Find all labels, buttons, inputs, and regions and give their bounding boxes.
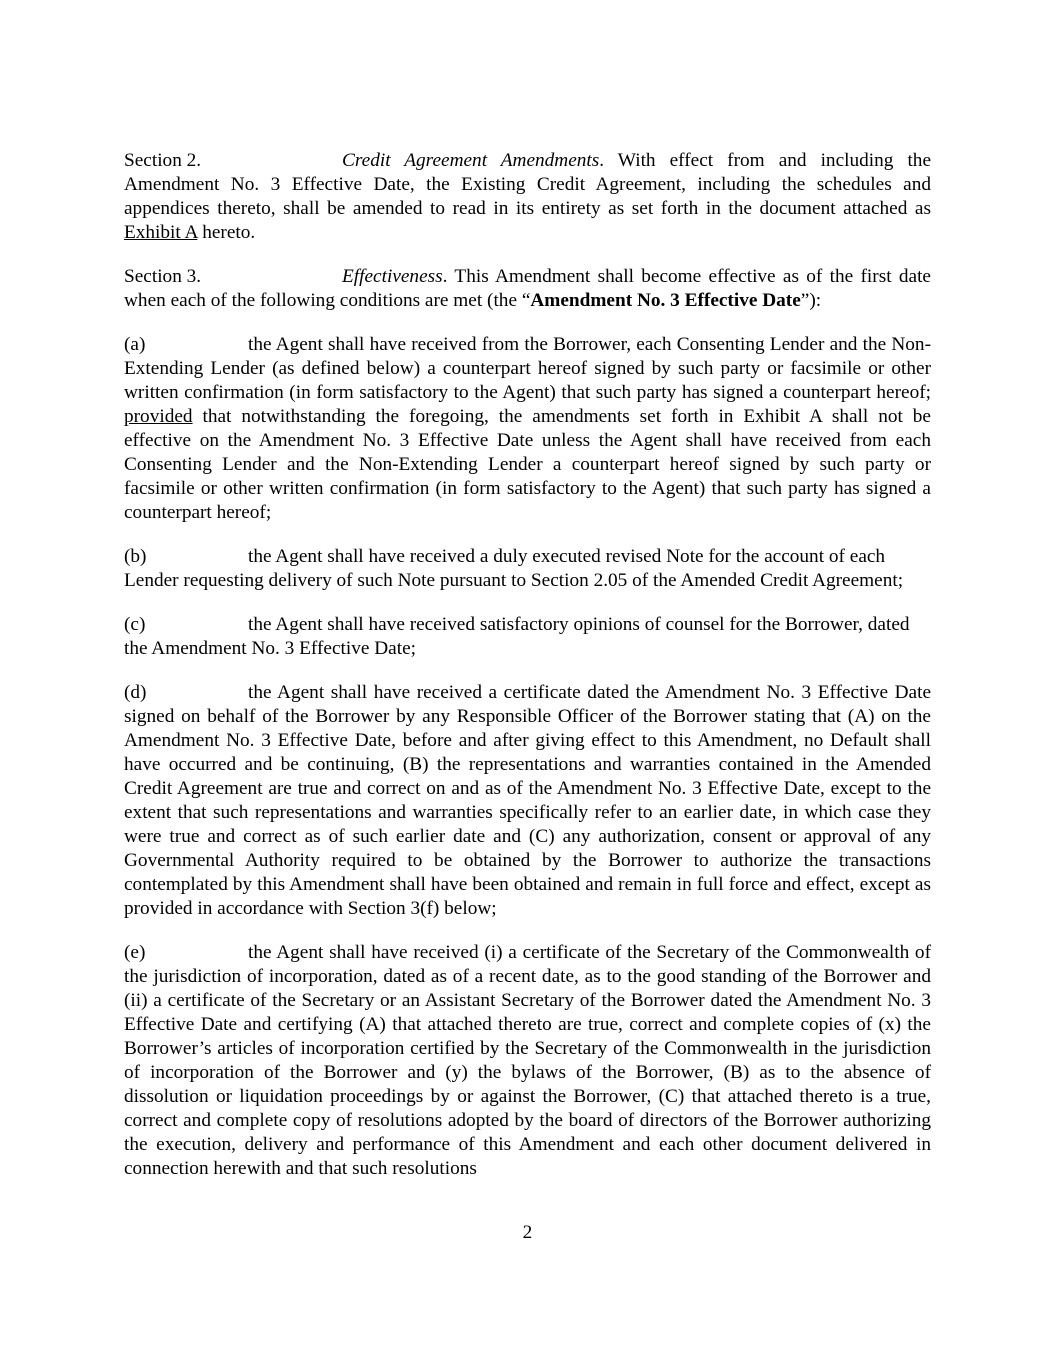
section-2-text-end: hereto. (197, 222, 256, 243)
page-number: 2 (522, 1222, 533, 1243)
clause-d-paragraph (124, 681, 931, 921)
clause-e-enum: (e) (124, 942, 146, 963)
section-3-heading: Effectiveness (342, 266, 443, 287)
clause-e-text: the Agent shall have received (i) a certificate of the Secretary of the Commonwealth of the jurisdiction of incorporation, dated as of a recent date, as to the good standing of the Borrower and (ii) a certificate of the Secretary or an Assistant Secretary of the Borrower dated the Amendment No. 3 Effective Date and certifying (A) that attached thereto are true, correct and complete copies of (x) the Borrower’s articles of incorporation certified by the Secretary of the Commonwealth in the jurisdiction of incorporation of the Borrower and (y) the bylaws of the Borrower, (B) as to the absence of dissolution or liquidation proceedings by or against the Borrower, (C) that attached thereto is a true, correct and complete copy of resolutions adopted by the board of directors of the Borrower authorizing the execution, delivery and performance of this Amendment and each other document delivered in connection herewith and that such resolutions (124, 942, 931, 1179)
clause-b-text: the Agent shall have received a duly executed revised Note for the account of each Lender requesting delivery of such Note pursuant to Section 2.05 of the Amended Credit Agreement; (124, 546, 904, 591)
section-2-heading: Credit Agreement Amendments (342, 150, 600, 171)
clause-a-text-end: that notwithstanding the foregoing, the amendments set forth in Exhibit A shall not be effective on the Amendment No. 3 Effective Date unless the Agent shall have received from each Consenting Lender and the Non-Extending Lender a counterpart hereof signed by such party or facsimile or other written confirmation (in form satisfactory to the Agent) that such party has signed a counterpart hereof; (124, 406, 931, 523)
clause-d-text: the Agent shall have received a certificate dated the Amendment No. 3 Effective Date signed on behalf of the Borrower by any Responsible Officer of the Borrower stating that (A) on the Amendment No. 3 Effective Date, before and after giving effect to this Amendment, no Default shall have occurred and be continuing, (B) the representations and warranties contained in the Amended Credit Agreement are true and correct on and as of the Amendment No. 3 Effective Date, except to the extent that such representations and warranties specifically refer to an earlier date, in which case they were true and correct as of such earlier date and (C) any authorization, consent or approval of any Governmental Authority required to be obtained by the Borrower to authorize the transactions contemplated by this Amendment shall have been obtained and remain in full force and effect, except as provided in accordance with Section 3(f) below; (124, 682, 931, 919)
exhibit-a-link[interactable]: Exhibit A (124, 222, 198, 243)
clause-b-paragraph (124, 545, 931, 593)
defined-term-effective-date: Amendment No. 3 Effective Date (530, 290, 801, 311)
clause-c-text: the Agent shall have received satisfactory opinions of counsel for the Borrower, dated the Amendment No. 3 Effective Date; (124, 614, 910, 659)
section-3-paragraph (124, 265, 931, 313)
clause-c-paragraph (124, 613, 931, 661)
clause-d-enum: (d) (124, 682, 147, 703)
clause-a-enum: (a) (124, 334, 146, 355)
section-2-label: Section 2. (124, 150, 202, 171)
clause-a-paragraph (124, 333, 931, 525)
clause-a-proviso: provided (124, 406, 193, 427)
section-3-text-end: ”): (800, 290, 822, 311)
clause-c-enum: (c) (124, 614, 146, 635)
section-2-text: . With effect from and including the Amendment No. 3 Effective Date, the Existing Credit Agreement, including the schedules and appendices thereto, shall be amended to read in its entirety as set forth in the document attached as (124, 150, 931, 219)
document-body (124, 149, 931, 1201)
clause-b-enum: (b) (124, 546, 147, 567)
clause-a-text: the Agent shall have received from the Borrower, each Consenting Lender and the Non-Extending Lender (as defined below) a counterpart hereof signed by such party or facsimile or other written confirmation (in form satisfactory to the Agent) that such party has signed a counterpart hereof; (124, 334, 931, 403)
section-3-text: . This Amendment shall become effective as of the first date when each of the following conditions are met (the “ (124, 266, 931, 311)
clause-e-paragraph (124, 941, 931, 1181)
section-2-paragraph (124, 149, 931, 245)
section-3-label: Section 3. (124, 266, 202, 287)
